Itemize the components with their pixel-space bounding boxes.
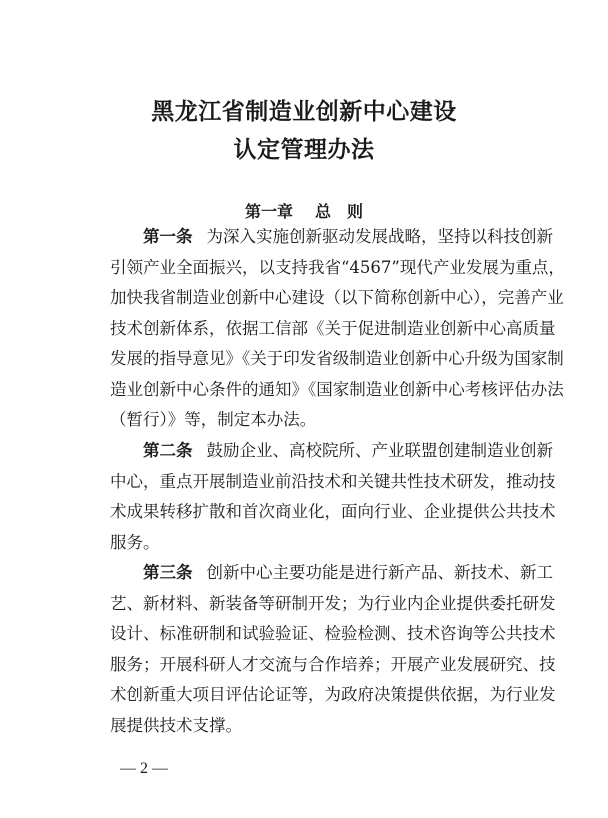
page-number: — 2 — [120,760,168,777]
paragraph-line: 技术创新体系，依据工信部《关于促进制造业创新中心高质量 [110,318,556,338]
article-heading: 第二条 [143,441,193,460]
chapter-heading [0,199,608,222]
line-text: 创新中心主要功能是进行新产品、新技术、新工 [206,563,553,582]
paragraph-line: 艺、新材料、新装备等研制开发；为行业内企业提供委托研发 [110,593,556,613]
line-text: 为深入实施创新驱动发展战略，坚持以科技创新 [206,227,553,246]
article-1 [110,222,565,436]
paragraph-line [110,558,553,589]
paragraph-line: 展提供技术支撑。 [110,715,242,735]
paragraph-line: 服务。 [110,532,160,552]
paragraph-line: 中心，重点开展制造业前沿技术和关键共性技术研发，推动技 [110,471,556,491]
article-3 [110,558,556,741]
paragraph-line: 术创新重大项目评估论证等，为政府决策提供依据，为行业发 [110,685,556,704]
paragraph-line: 服务；开展科研人才交流与合作培养；开展产业发展研究、技 [110,654,556,674]
chapter-name: 总 则 [315,202,364,221]
paragraph-line [110,222,553,253]
paragraph-line: 发展的指导意见》《关于印发省级制造业创新中心升级为国家制 [110,349,564,368]
paragraph-line: 加快我省制造业创新中心建设（以下简称创新中心），完善产业 [110,288,564,307]
article-2 [110,436,556,558]
chapter-label: 第一章 [244,202,293,221]
paragraph-line: 术成果转移扩散和首次商业化，面向行业、企业提供公共技术 [110,502,556,521]
paragraph-line: 造业创新中心条件的通知》《国家制造业创新中心考核评估办法 [110,379,564,399]
paragraph-line [110,436,553,467]
paragraph-line: 引领产业全面振兴，以支持我省“4567”现代产业发展为重点， [110,257,565,277]
paragraph-line: （暂行）》等，制定本办法。 [110,410,317,429]
article-heading: 第三条 [143,563,193,582]
paragraph-line: 设计、标准研制和试验验证、检验检测、技术咨询等公共技术 [110,624,556,643]
document-title-line-2: 认定管理办法 [233,136,375,163]
article-heading: 第一条 [143,227,193,246]
document-title-line-1: 黑龙江省制造业创新中心建设 [151,98,457,125]
line-text: 鼓励企业、高校院所、产业联盟创建制造业创新 [206,441,553,460]
